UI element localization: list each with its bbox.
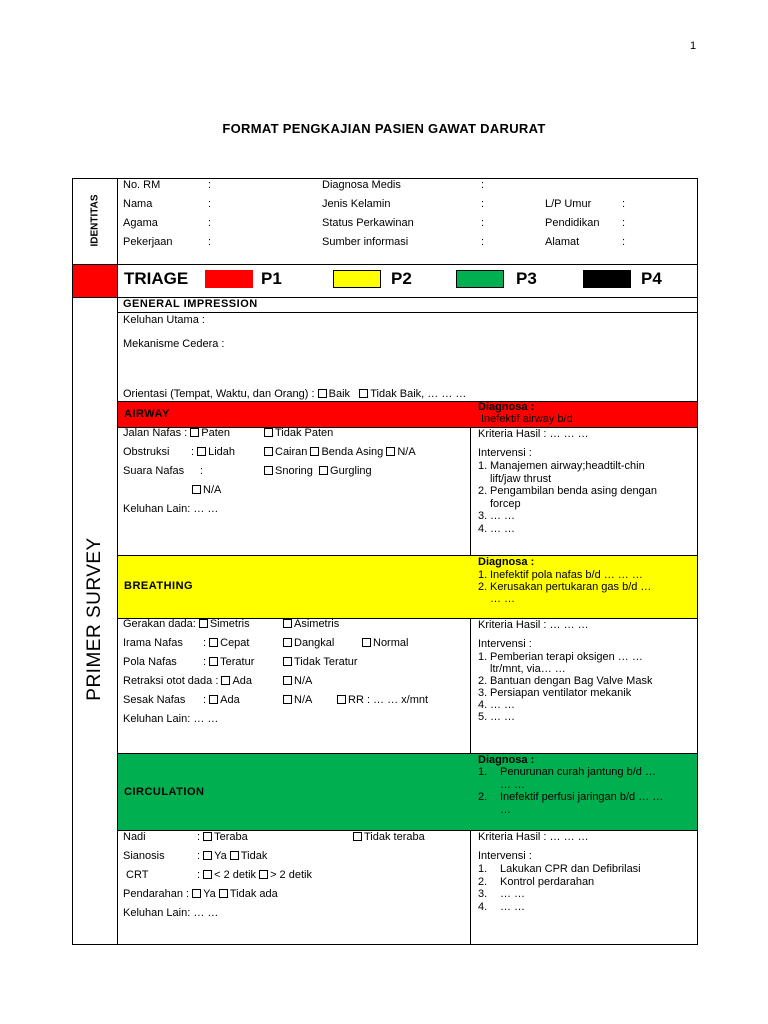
primer-survey-label: PRIMER SURVEY: [84, 537, 105, 701]
list-item: [478, 863, 641, 876]
list-item: [478, 901, 641, 914]
list-line: … …: [500, 900, 526, 913]
list-number: 3.: [478, 888, 488, 900]
list-number: 2.: [478, 581, 488, 593]
list-number: 5.: [478, 711, 488, 723]
orientasi-label: Orientasi (Tempat, Waktu, dan Orang) :: [123, 388, 315, 400]
airway-header-bg: [118, 402, 697, 427]
triage-p1-swatch[interactable]: [205, 270, 253, 288]
triage-p3-swatch[interactable]: [456, 270, 504, 288]
field-label: Diagnosa Medis: [322, 179, 401, 191]
breathing-header: BREATHING: [124, 580, 194, 592]
list-line: … …: [490, 711, 516, 723]
list-item: [478, 523, 657, 536]
triage-p3-label: P3: [516, 269, 537, 288]
list-item: [478, 485, 657, 510]
breathing-assessment: [123, 618, 429, 732]
field-label: Pekerjaan: [123, 236, 173, 248]
intervensi-label: Intervensi :: [478, 638, 532, 650]
list-line: Pemberian terapi oksigen … …: [490, 651, 643, 663]
list-line: … …: [490, 593, 516, 605]
checkbox-crt-gt2[interactable]: [259, 870, 268, 879]
list-item: [478, 791, 663, 816]
triage-p4-label: P4: [641, 269, 662, 288]
identitas-col3: L/P Umur : Pendidikan : Alamat :: [545, 198, 626, 248]
identitas-col1: No. RM : Nama : Agama : Pekerjaan :: [123, 179, 212, 248]
page-title: FORMAT PENGKAJIAN PASIEN GAWAT DARURAT: [222, 121, 546, 136]
field-label: Pendidikan: [545, 217, 600, 229]
list-line: ltr/mnt, via… …: [490, 663, 566, 675]
kriteria-hasil: Kriteria Hasil : … … …: [478, 619, 589, 631]
list-line: Lakukan CPR dan Defibrilasi: [500, 863, 641, 875]
intervensi-label: Intervensi :: [478, 850, 532, 862]
checkbox-retraksi-ada[interactable]: [221, 676, 230, 685]
list-item: [478, 569, 651, 581]
suara-na-row: N/A: [123, 484, 230, 503]
checkbox-sesak-ada[interactable]: [209, 695, 218, 704]
checkbox-gurgling[interactable]: [319, 466, 328, 475]
checkbox-sesak-na[interactable]: [283, 695, 292, 704]
list-number: 1.: [478, 863, 488, 875]
checkbox-cairan[interactable]: [264, 447, 273, 456]
circulation-keluhan-lain: Keluhan Lain: … …: [123, 907, 219, 919]
triage-p4-swatch[interactable]: [583, 270, 631, 288]
checkbox-suara-na[interactable]: [192, 485, 201, 494]
breathing-intervensi: [478, 619, 652, 723]
list-line: Persiapan ventilator mekanik: [490, 687, 632, 699]
list-line: Manajemen airway;headtilt-chin: [490, 460, 645, 472]
list-number: 4.: [478, 900, 488, 913]
checkbox-retraksi-na[interactable]: [283, 676, 292, 685]
list-line: forcep: [490, 497, 521, 510]
checkbox-teraba[interactable]: [203, 832, 212, 841]
mekanisme-cedera-label: Mekanisme Cedera :: [123, 338, 225, 350]
intervensi-label: Intervensi :: [478, 447, 532, 459]
field-label: Sumber informasi: [322, 236, 409, 248]
list-line: Kontrol perdarahan: [500, 875, 595, 888]
kriteria-hasil: Kriteria Hasil : … … …: [478, 428, 589, 440]
list-item: [478, 687, 652, 699]
checkbox-rr[interactable]: [337, 695, 346, 704]
list-number: 1.: [478, 766, 488, 778]
intervensi-list: [478, 863, 641, 913]
checkbox-tidak-teratur[interactable]: [283, 657, 292, 666]
airway-intervensi: [478, 428, 657, 535]
kriteria-hasil: Kriteria Hasil : … … …: [478, 831, 589, 843]
list-line: Pengambilan benda asing dengan: [490, 485, 657, 497]
airway-assessment: [123, 427, 416, 522]
triage-p1-label: P1: [261, 269, 282, 288]
general-impression-header: GENERAL IMPRESSION: [123, 298, 258, 310]
checkbox-tidak-baik[interactable]: [359, 389, 368, 398]
suara-nafas-row: Suara Nafas : Snoring Gurgling: [123, 465, 372, 477]
checkbox-tidak-paten[interactable]: [264, 428, 273, 437]
airway-keluhan-lain: Keluhan Lain: … …: [123, 503, 219, 515]
field-label: Agama: [123, 217, 158, 229]
checkbox-asimetris[interactable]: [283, 619, 292, 628]
airway-diagnosa-text: Inefektif airway b/d: [481, 413, 573, 425]
retraksi-row: Retraksi otot dada : Ada N/A: [123, 675, 313, 687]
pendarahan-row: Pendarahan : Ya Tidak ada: [123, 888, 278, 900]
sianosis-row: Sianosis : Ya Tidak: [123, 850, 268, 862]
list-number: 2.: [478, 675, 488, 687]
field-label: Status Perkawinan: [322, 217, 414, 229]
field-label: No. RM: [123, 179, 161, 191]
list-line: lift/jaw thrust: [490, 472, 552, 485]
list-number: 4.: [478, 699, 488, 711]
field-label: Jenis Kelamin: [322, 198, 391, 210]
list-number: 1.: [478, 460, 488, 472]
checkbox-sianosis-tidak[interactable]: [230, 851, 239, 860]
checkbox-na[interactable]: [386, 447, 395, 456]
list-number: 2.: [478, 875, 488, 888]
checkbox-sianosis-ya[interactable]: [203, 851, 212, 860]
list-item: [478, 699, 652, 711]
list-item: [478, 510, 657, 523]
checkbox-baik[interactable]: [318, 389, 327, 398]
list-item: [478, 876, 641, 889]
intervensi-list: [478, 651, 652, 723]
list-line: … …: [500, 888, 526, 900]
triage-label: TRIAGE: [124, 269, 189, 288]
list-line: … …: [490, 699, 516, 711]
jalan-nafas-row: Jalan Nafas : Paten Tidak Paten: [123, 427, 334, 439]
checkbox-tidak-teraba[interactable]: [353, 832, 362, 841]
list-number: 3.: [478, 510, 488, 522]
list-item: [478, 581, 651, 605]
circulation-header: CIRCULATION: [124, 786, 205, 798]
irama-nafas-row: Irama Nafas : Cepat Dangkal Normal: [123, 637, 409, 649]
list-line: Inefektif pola nafas b/d … … …: [490, 569, 643, 581]
breathing-keluhan-lain: Keluhan Lain: … …: [123, 713, 219, 725]
sesak-nafas-row: Sesak Nafas : Ada N/A RR : … … x/mnt: [123, 694, 429, 706]
list-line: … …: [500, 778, 526, 791]
airway-header: AIRWAY: [124, 408, 170, 420]
crt-row: CRT : < 2 detik > 2 detik: [126, 869, 312, 881]
list-line: Penurunan curah jantung b/d …: [500, 766, 656, 778]
list-item: [478, 651, 652, 675]
keluhan-utama-label: Keluhan Utama :: [123, 314, 205, 326]
triage-p2-swatch[interactable]: [333, 270, 381, 288]
circulation-assessment: [123, 831, 425, 926]
gerakan-dada-row: Gerakan dada: Simetris Asimetris: [123, 618, 340, 630]
list-item: [478, 460, 657, 485]
list-item: [478, 888, 641, 901]
checkbox-benda-asing[interactable]: [310, 447, 319, 456]
list-number: 1.: [478, 569, 488, 581]
list-line: Inefektif perfusi jaringan b/d … …: [500, 791, 664, 803]
intervensi-list: [478, 460, 657, 535]
circulation-intervensi: [478, 831, 641, 913]
checkbox-paten[interactable]: [190, 428, 199, 437]
obstruksi-row: Obstruksi : Lidah Cairan Benda Asing N/A: [123, 446, 416, 458]
checkbox-snoring[interactable]: [264, 466, 273, 475]
field-label: Nama: [123, 198, 153, 210]
breathing-diagnosa: Diagnosa : 1. Inefektif pola nafas b/d … … … 2. Kerusakan pertukaran gas b/d … … …: [478, 556, 652, 605]
checkbox-pendarahan-ya[interactable]: [192, 889, 201, 898]
list-number: 3.: [478, 687, 488, 699]
list-number: 4.: [478, 522, 488, 535]
checkbox-dangkal[interactable]: [283, 638, 292, 647]
checkbox-crt-lt2[interactable]: [203, 870, 212, 879]
page-number: 1: [690, 40, 697, 52]
circulation-diagnosa: Diagnosa : 1. Penurunan curah jantung b/d … … … 2. Inefektif perfusi jaringan b/d … … …: [478, 754, 664, 816]
triage-p2-label: P2: [391, 269, 412, 288]
list-line: … …: [490, 522, 516, 535]
airway-diagnosa-title: Diagnosa :: [478, 401, 535, 413]
list-number: 2.: [478, 485, 488, 497]
checkbox-pendarahan-tidak[interactable]: [219, 889, 228, 898]
checkbox-teratur[interactable]: [209, 657, 218, 666]
field-label: Alamat: [545, 236, 580, 248]
list-line: Kerusakan pertukaran gas b/d …: [490, 581, 652, 593]
identitas-label: IDENTITAS: [89, 194, 101, 247]
identitas-col2: Diagnosa Medis : Jenis Kelamin : Status Perkawinan : Sumber informasi :: [322, 179, 485, 248]
triage-side-color: [73, 265, 117, 297]
list-line: …: [500, 803, 511, 816]
checkbox-cepat[interactable]: [209, 638, 218, 647]
list-number: 1.: [478, 651, 488, 663]
list-number: 2.: [478, 791, 488, 803]
checkbox-lidah[interactable]: [197, 447, 206, 456]
list-item: [478, 675, 652, 687]
nadi-row: Nadi : Teraba Tidak teraba: [123, 831, 425, 843]
list-line: Bantuan dengan Bag Valve Mask: [490, 675, 653, 687]
list-item: [478, 766, 663, 791]
list-item: [478, 711, 652, 723]
list-line: … …: [490, 510, 516, 522]
checkbox-normal[interactable]: [362, 638, 371, 647]
checkbox-simetris[interactable]: [199, 619, 208, 628]
orientasi-row: Orientasi (Tempat, Waktu, dan Orang) : Baik Tidak Baik, … … …: [123, 388, 467, 400]
pola-nafas-row: Pola Nafas : Teratur Tidak Teratur: [123, 656, 358, 668]
field-label: L/P Umur: [545, 198, 592, 210]
